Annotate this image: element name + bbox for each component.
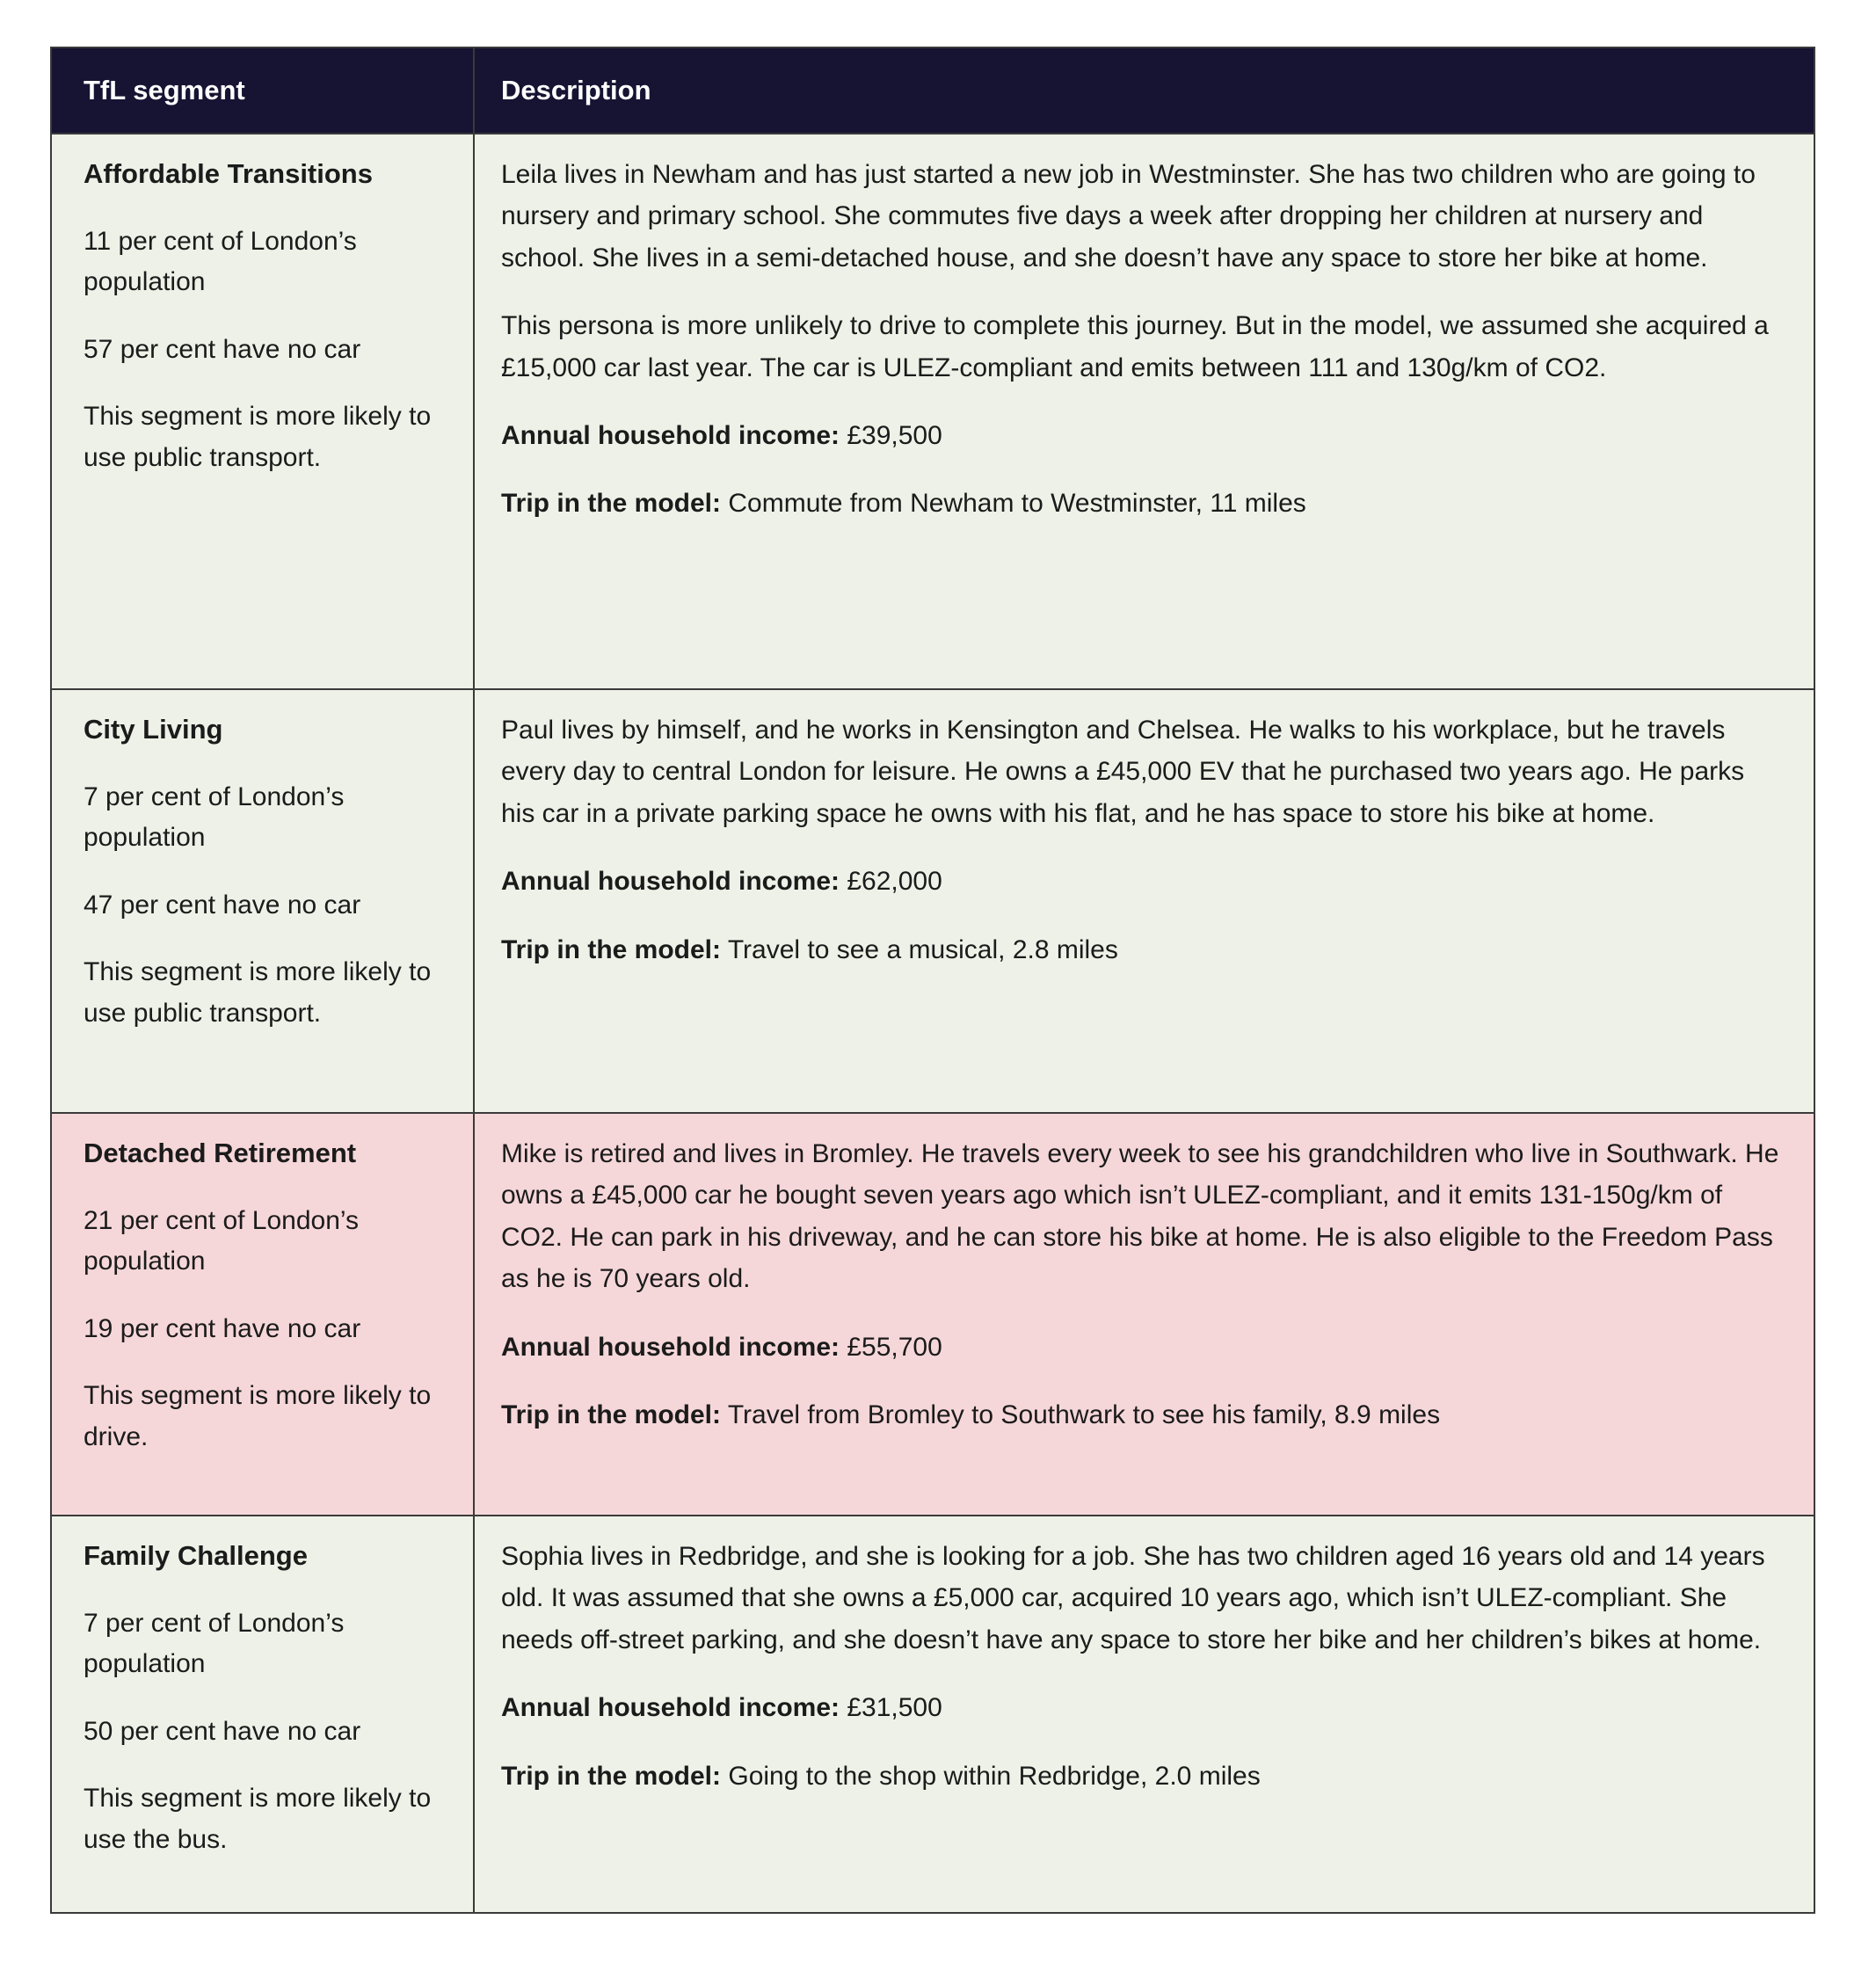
income-line bbox=[501, 861, 1782, 902]
segment-stat-mode: This segment is more likely to use public transport. bbox=[84, 957, 432, 1028]
income-value: £31,500 bbox=[847, 1693, 942, 1723]
table-row-detached-retirement bbox=[51, 1113, 1814, 1516]
trip-label: Trip in the model: bbox=[501, 489, 722, 519]
description-cell bbox=[474, 134, 1814, 689]
income-value: £55,700 bbox=[847, 1332, 942, 1362]
table-row-family-challenge bbox=[51, 1516, 1814, 1913]
segment-stat-population: 7 per cent of London’s population bbox=[84, 1608, 345, 1678]
segment-name: Affordable Transitions bbox=[84, 158, 373, 189]
segment-stat-no-car: 50 per cent have no car bbox=[84, 1716, 361, 1746]
income-line bbox=[501, 1687, 1782, 1728]
trip-label: Trip in the model: bbox=[501, 934, 722, 964]
segment-stat-population: 21 per cent of London’s population bbox=[84, 1205, 360, 1276]
trip-label: Trip in the model: bbox=[501, 1761, 722, 1791]
description-cell bbox=[474, 1113, 1814, 1516]
trip-label: Trip in the model: bbox=[501, 1400, 722, 1429]
description-paragraph: This persona is more unlikely to drive to complete this journey. But in the model, we assumed she acquired a £15,000 car last year. The car is ULEZ-compliant and emits between 111 and 130g/km of CO2. bbox=[501, 311, 1769, 382]
segment-stat-no-car: 19 per cent have no car bbox=[84, 1313, 361, 1343]
description-paragraph: Sophia lives in Redbridge, and she is looking for a job. She has two children aged 16 years old and 14 years old. It was assumed that she owns a £5,000 car, acquired 10 years ago, which isn’t ULEZ-compliant. She needs off-street parking, and she doesn’t have any space to store her bike and her children’s bikes at home. bbox=[501, 1542, 1765, 1654]
segment-stat-mode: This segment is more likely to use the bus. bbox=[84, 1784, 432, 1854]
description-cell bbox=[474, 1516, 1814, 1913]
trip-value: Going to the shop within Redbridge, 2.0 miles bbox=[728, 1761, 1261, 1791]
description-cell bbox=[474, 689, 1814, 1113]
trip-line bbox=[501, 1756, 1782, 1797]
income-label: Annual household income: bbox=[501, 420, 840, 450]
income-label: Annual household income: bbox=[501, 1332, 840, 1362]
trip-line bbox=[501, 1394, 1782, 1436]
segment-stat-mode: This segment is more likely to drive. bbox=[84, 1381, 432, 1451]
segment-stat-population: 11 per cent of London’s population bbox=[84, 226, 357, 296]
segment-cell bbox=[51, 1516, 474, 1913]
segment-name: City Living bbox=[84, 714, 223, 745]
income-line bbox=[501, 1327, 1782, 1368]
segment-cell bbox=[51, 134, 474, 689]
trip-value: Travel to see a musical, 2.8 miles bbox=[727, 934, 1118, 964]
description-paragraph: Paul lives by himself, and he works in Kensington and Chelsea. He walks to his workplace, but he travels every day to central London for leisure. He owns a £45,000 EV that he purchased two years ago. He parks his car in a private parking space he owns with his flat, and he has space to store his bike at home. bbox=[501, 716, 1745, 828]
table-header-row bbox=[51, 47, 1814, 134]
income-label: Annual household income: bbox=[501, 1693, 840, 1723]
column-header-description: Description bbox=[474, 47, 1814, 134]
segment-stat-population: 7 per cent of London’s population bbox=[84, 782, 345, 852]
segment-stat-no-car: 57 per cent have no car bbox=[84, 334, 361, 364]
table-row-city-living bbox=[51, 689, 1814, 1113]
trip-line bbox=[501, 929, 1782, 971]
segment-name: Family Challenge bbox=[84, 1540, 308, 1571]
segment-stat-no-car: 47 per cent have no car bbox=[84, 890, 361, 920]
trip-value: Travel from Bromley to Southwark to see his family, 8.9 miles bbox=[727, 1400, 1441, 1429]
trip-line bbox=[501, 483, 1782, 524]
segment-stat-mode: This segment is more likely to use public transport. bbox=[84, 402, 432, 472]
income-value: £39,500 bbox=[847, 420, 942, 450]
income-line bbox=[501, 415, 1782, 456]
income-value: £62,000 bbox=[847, 867, 942, 897]
income-label: Annual household income: bbox=[501, 867, 840, 897]
trip-value: Commute from Newham to Westminster, 11 miles bbox=[728, 489, 1306, 519]
table-row-affordable-transitions bbox=[51, 134, 1814, 689]
segment-cell bbox=[51, 1113, 474, 1516]
column-header-tfl-segment: TfL segment bbox=[51, 47, 474, 134]
description-paragraph: Mike is retired and lives in Bromley. He travels every week to see his grandchildren who live in Southwark. He owns a £45,000 car he bought seven years ago which isn’t ULEZ-compliant, and it emits 131-150g/km of CO2. He can park in his driveway, and he can store his bike at home. He is also eligible to the Freedom Pass as he is 70 years old. bbox=[501, 1139, 1779, 1294]
tfl-segments-table bbox=[50, 47, 1815, 1914]
description-paragraph: Leila lives in Newham and has just started a new job in Westminster. She has two children who are going to nursery and primary school. She commutes five days a week after dropping her children at nursery and school. She lives in a semi-detached house, and she doesn’t have any space to store her bike at home. bbox=[501, 160, 1756, 273]
segment-cell bbox=[51, 689, 474, 1113]
segment-name: Detached Retirement bbox=[84, 1138, 357, 1168]
